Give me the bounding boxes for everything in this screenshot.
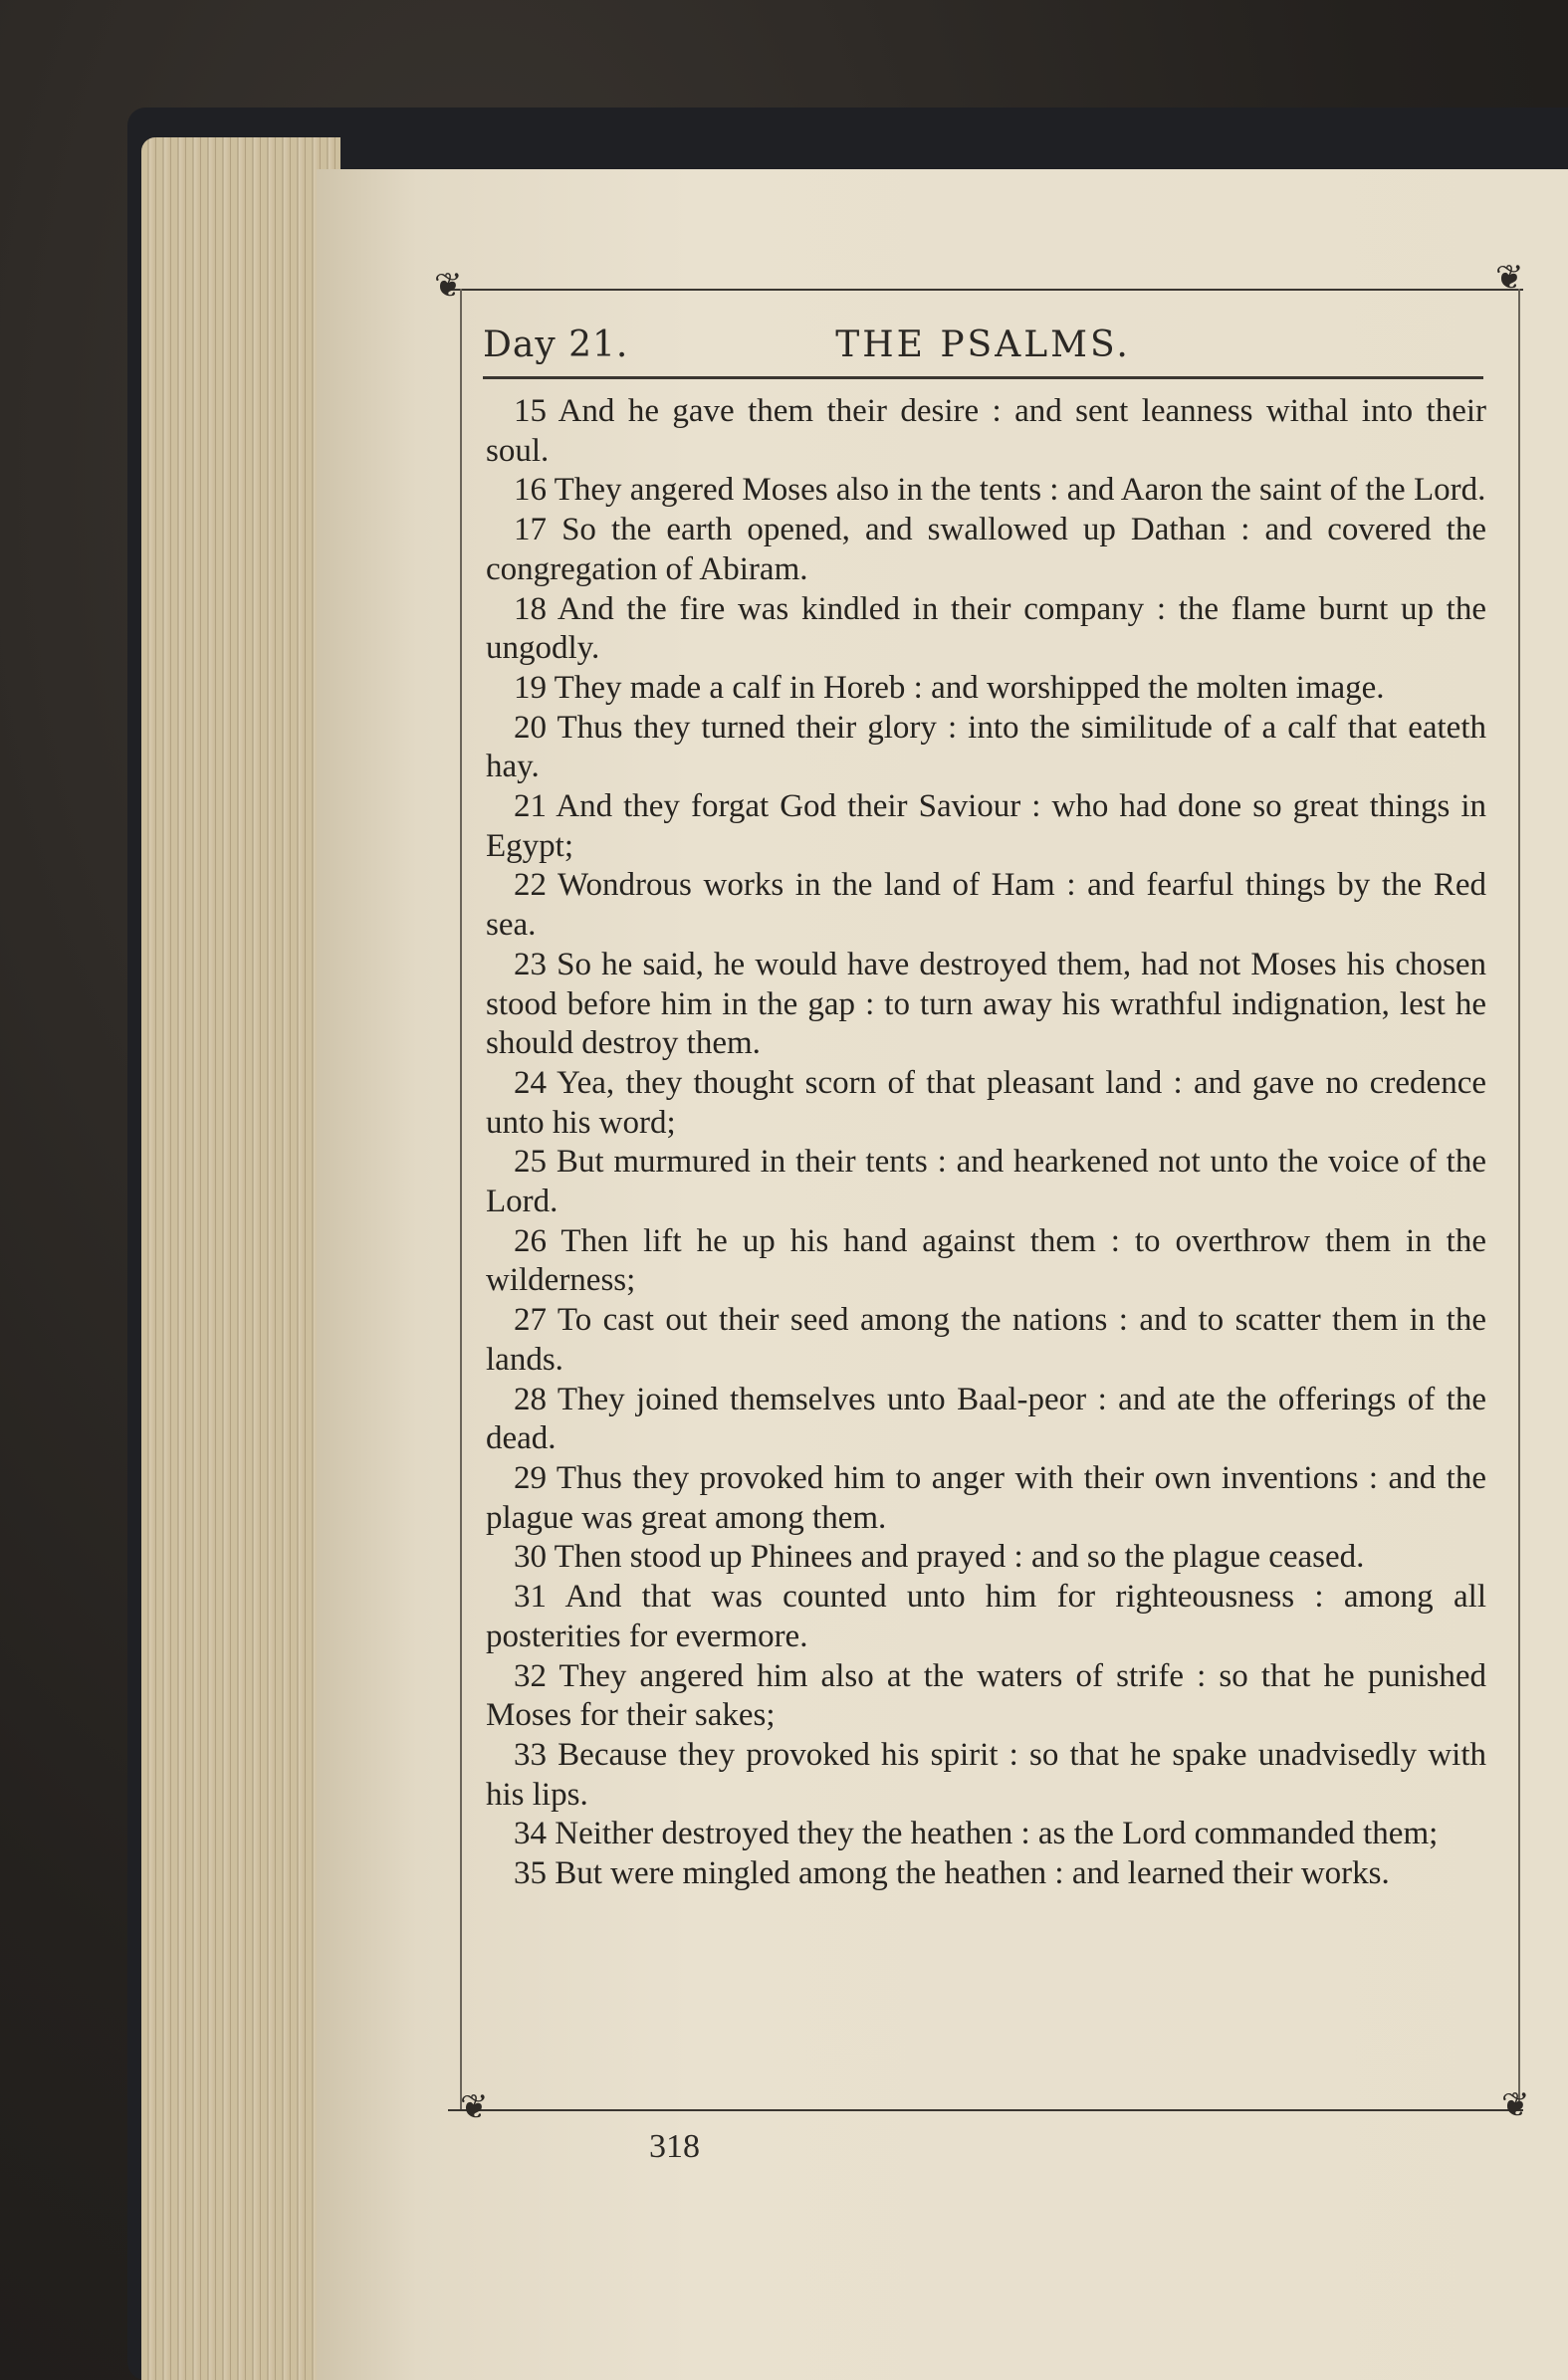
verse-text: And they forgat God their Saviour : who had done so great things in Egypt;: [486, 788, 1486, 864]
verse-text: They angered him also at the waters of strife : so that he punished Moses for their sakes;: [486, 1657, 1486, 1734]
page-edges: [141, 137, 340, 2380]
verse: [486, 1815, 1486, 1854]
frame-rule-top: [448, 289, 1523, 291]
verse-list: [486, 392, 1486, 1894]
corner-ornament-icon: ❦: [434, 266, 463, 306]
verse-text: So the earth opened, and swallowed up Dathan : and covered the congregation of Abiram.: [486, 512, 1486, 587]
verse: [486, 392, 1486, 471]
verse: [486, 1459, 1486, 1538]
verse-text: They joined themselves unto Baal-peor : and ate the offerings of the dead.: [486, 1381, 1486, 1457]
verse-text: Wondrous works in the land of Ham : and fearful things by the Red sea.: [486, 867, 1486, 944]
verse-text: But were mingled among the heathen : and learned their works.: [555, 1855, 1390, 1892]
verse-text: Yea, they thought scorn of that pleasant land : and gave no credence unto his word;: [486, 1064, 1486, 1141]
verse-text: Because they provoked his spirit : so that he spake unadvisedly with his lips.: [486, 1736, 1486, 1813]
verse-number: 21: [514, 788, 547, 825]
page-title: THE PSALMS.: [835, 325, 1131, 365]
verse: [486, 1222, 1486, 1301]
verse: [486, 511, 1486, 589]
verse: [486, 1381, 1486, 1459]
verse-number: 33: [514, 1736, 547, 1773]
verse-number: 29: [514, 1459, 547, 1496]
verse: [486, 1538, 1486, 1578]
verse: [486, 946, 1486, 1064]
verse: [486, 669, 1486, 709]
verse-number: 18: [514, 590, 547, 627]
verse: [486, 590, 1486, 669]
corner-ornament-icon: ❦: [1501, 2085, 1530, 2125]
verse-text: Neither destroyed they the heathen : as the Lord commanded them;: [555, 1816, 1439, 1852]
corner-ornament-icon: ❦: [1495, 258, 1524, 298]
verse-number: 23: [514, 946, 547, 982]
verse-number: 20: [514, 709, 547, 746]
verse: [486, 471, 1486, 511]
verse-number: 34: [514, 1816, 547, 1852]
verse-number: 35: [514, 1855, 547, 1892]
day-label: Day 21.: [483, 325, 629, 365]
frame-rule-bottom: [448, 2109, 1523, 2111]
verse-text: But murmured in their tents : and hearkened not unto the voice of the Lord.: [486, 1144, 1487, 1220]
verse: [486, 709, 1486, 787]
header-rule: [483, 376, 1483, 379]
verse-number: 15: [514, 393, 547, 429]
verse-number: 30: [514, 1539, 547, 1576]
verse: [486, 1736, 1486, 1815]
verse-number: 19: [514, 669, 547, 706]
verse-number: 22: [514, 867, 547, 904]
verse-number: 24: [514, 1064, 547, 1101]
frame-rule-left: [460, 289, 462, 2109]
verse-text: And the fire was kindled in their company : the flame burnt up the ungodly.: [486, 590, 1486, 667]
verse-text: Thus they provoked him to anger with their own inventions : and the plague was great among them.: [486, 1459, 1486, 1536]
verse-text: And he gave them their desire : and sent leanness withal into their soul.: [486, 393, 1486, 469]
verse-number: 26: [514, 1222, 547, 1259]
verse-number: 31: [514, 1579, 547, 1616]
verse-number: 25: [514, 1144, 547, 1181]
verse: [486, 1064, 1486, 1143]
verse-text: And that was counted unto him for righteousness : among all posterities for evermore.: [486, 1579, 1486, 1654]
verse-text: Then stood up Phinees and prayed : and so the plague ceased.: [554, 1539, 1365, 1576]
verse-number: 27: [514, 1302, 547, 1339]
verse-text: To cast out their seed among the nations : and to scatter them in the lands.: [486, 1302, 1486, 1378]
verse: [486, 1143, 1486, 1221]
verse: [486, 1854, 1486, 1894]
page-number: 318: [649, 2128, 700, 2165]
verse-text: So he said, he would have destroyed them, had not Moses his chosen stood before him in the gap : to turn away his wrathful indignation, lest he should destroy them.: [486, 946, 1487, 1062]
verse-text: Thus they turned their glory : into the similitude of a calf that eateth hay.: [486, 709, 1486, 785]
verse: [486, 787, 1486, 866]
verse: [486, 1301, 1486, 1380]
verse: [486, 1578, 1486, 1656]
verse-number: 28: [514, 1381, 547, 1417]
running-header: [483, 319, 1483, 374]
verse-number: 17: [514, 512, 547, 548]
frame-rule-right: [1518, 289, 1520, 2109]
verse: [486, 1657, 1486, 1736]
verse-number: 32: [514, 1657, 547, 1694]
verse-text: They made a calf in Horeb : and worshipped the molten image.: [554, 669, 1385, 706]
verse-text: Then lift he up his hand against them : to overthrow them in the wilderness;: [486, 1222, 1486, 1299]
verse-text: They angered Moses also in the tents : and Aaron the saint of the Lord.: [554, 472, 1486, 509]
verse-number: 16: [514, 472, 547, 509]
verse: [486, 866, 1486, 945]
corner-ornament-icon: ❦: [460, 2087, 489, 2127]
